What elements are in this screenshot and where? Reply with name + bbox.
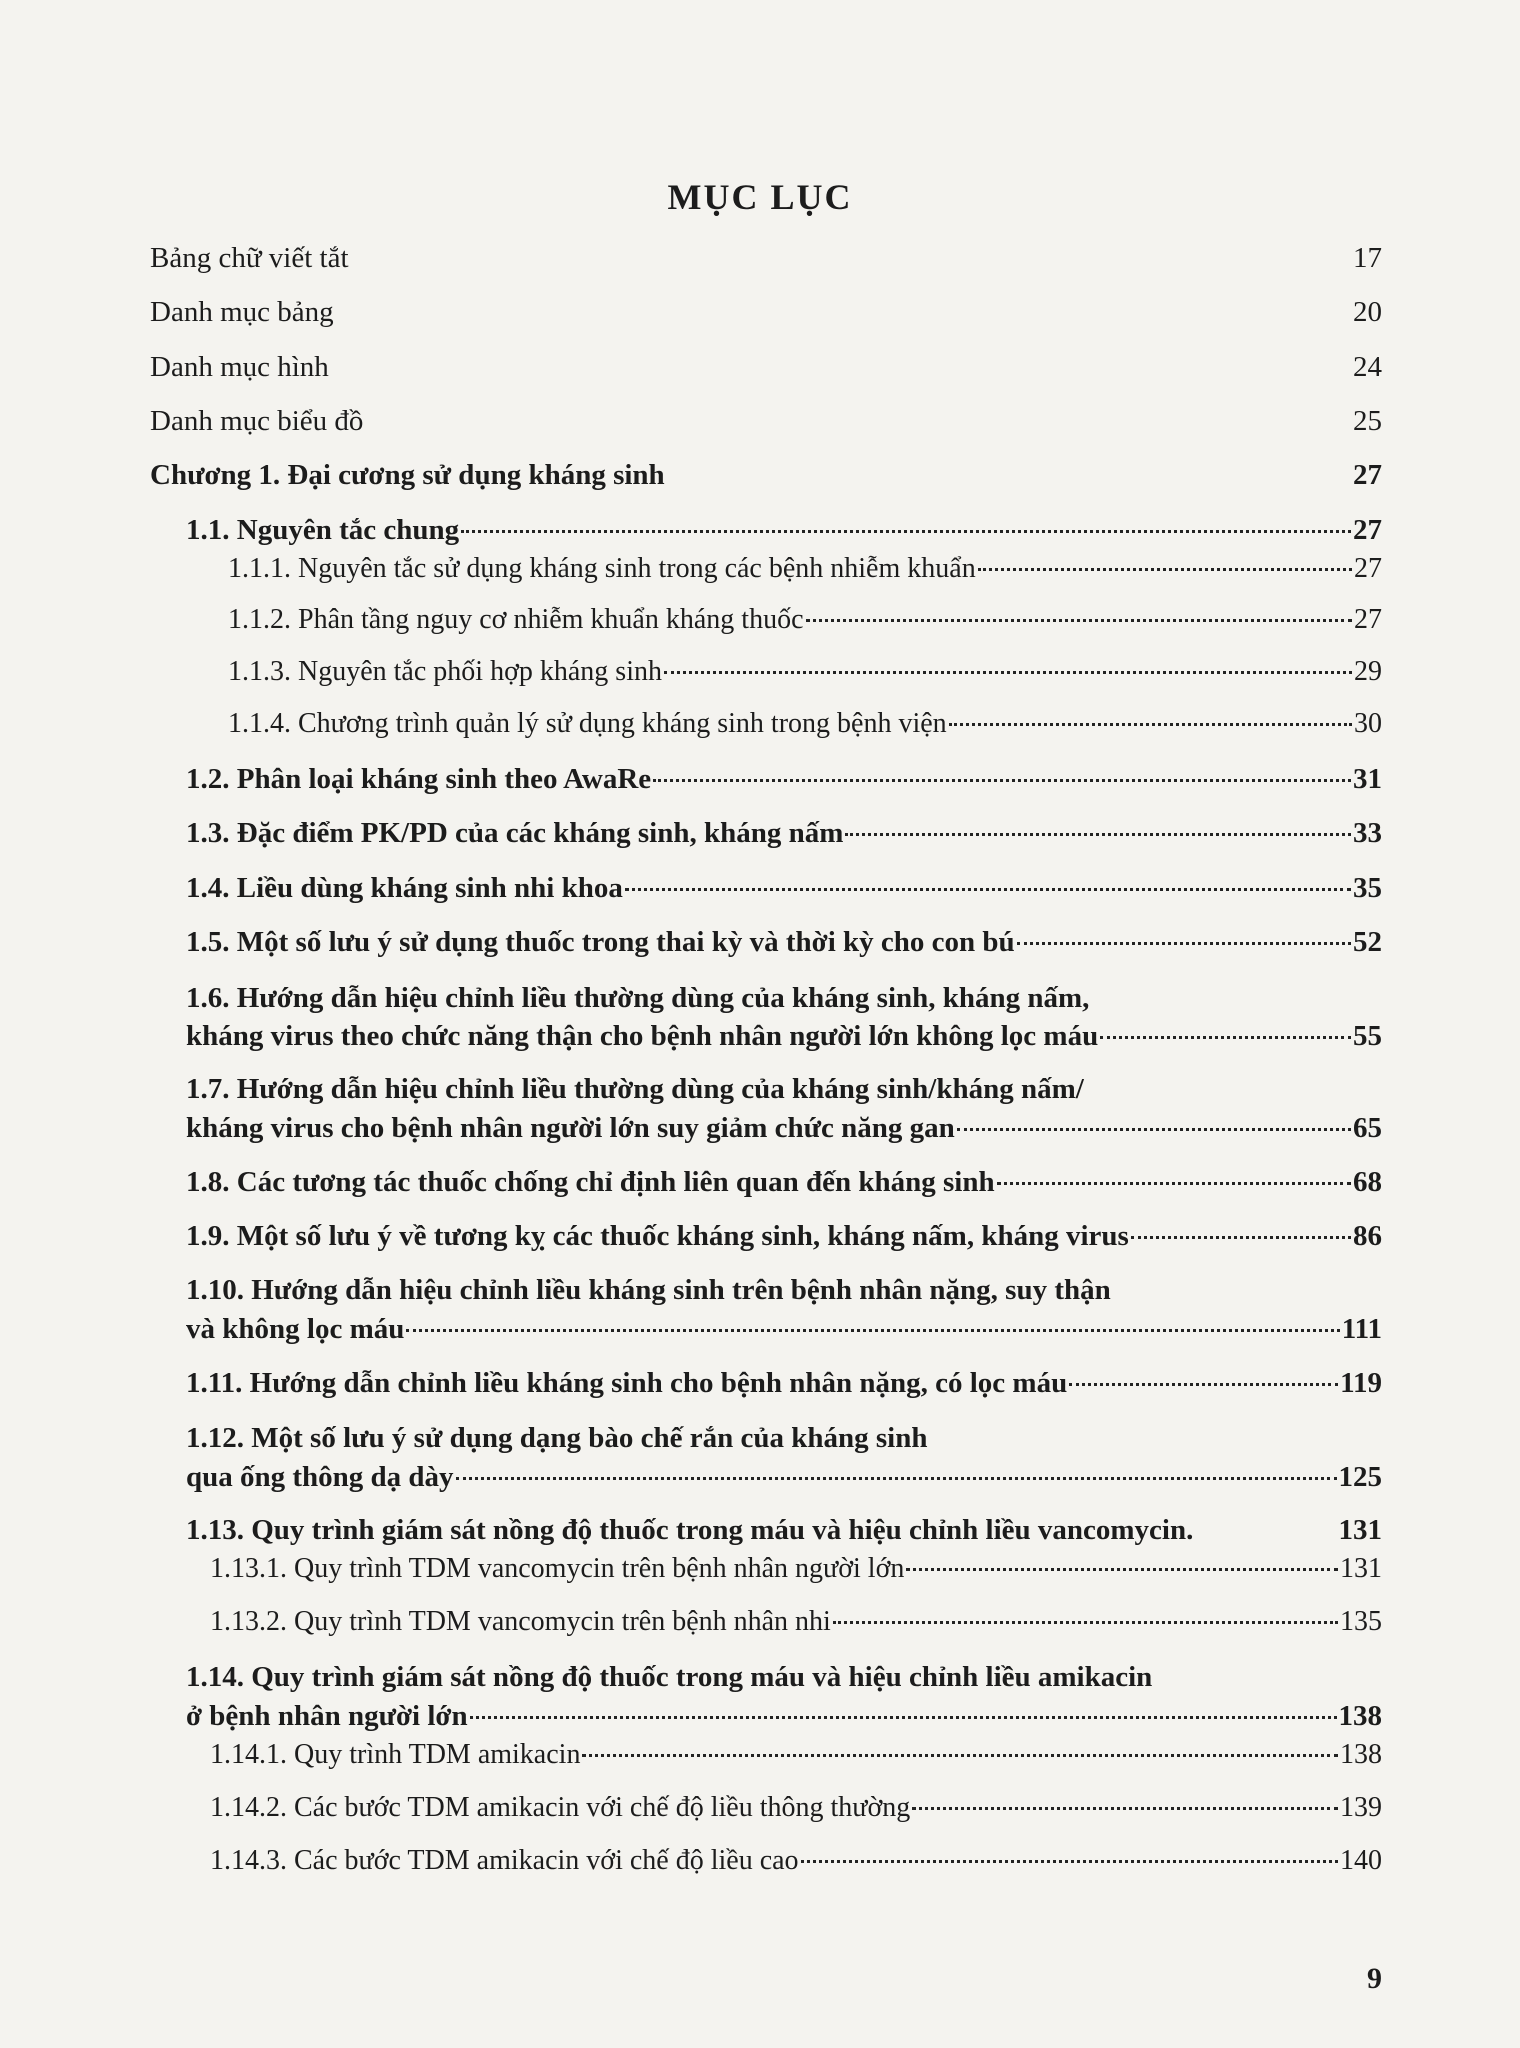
toc-entry-1-7-line1[interactable]: 1.7. Hướng dẫn hiệu chỉnh liều thường dùng của kháng sinh/kháng nấm/ <box>186 1073 1084 1105</box>
toc-page-number: 27 <box>1353 514 1382 546</box>
dot-leader <box>582 1754 1338 1757</box>
toc-label: 1.13.2. Quy trình TDM vancomycin trên bệnh nhân nhi <box>210 1606 831 1637</box>
toc-label: qua ống thông dạ dày <box>186 1461 454 1493</box>
toc-page-number: 27 <box>1354 553 1382 584</box>
toc-entry-1-1-4[interactable] <box>228 708 1382 740</box>
toc-page-number: 24 <box>1353 351 1382 383</box>
toc-label: 1.2. Phân loại kháng sinh theo AwaRe <box>186 763 652 795</box>
dot-leader <box>912 1807 1338 1810</box>
toc-entry-1-12-line1[interactable]: 1.12. Một số lưu ý sử dụng dạng bào chế rắn của kháng sinh <box>186 1422 928 1454</box>
dot-leader <box>456 1477 1337 1480</box>
toc-page-number: 138 <box>1340 1739 1382 1770</box>
toc-entry-1-7[interactable] <box>186 1112 1382 1145</box>
toc-entry-1-4[interactable] <box>186 872 1382 905</box>
toc-label: 1.5. Một số lưu ý sử dụng thuốc trong thai kỳ và thời kỳ cho con bú <box>186 926 1015 958</box>
dot-leader <box>625 888 1351 891</box>
toc-page-number: 86 <box>1353 1220 1382 1252</box>
toc-entry-1-13-2[interactable] <box>210 1606 1382 1638</box>
toc-page-number: 68 <box>1353 1166 1382 1198</box>
toc-entry-1-1[interactable] <box>186 514 1382 547</box>
toc-page-number: 27 <box>1353 459 1382 491</box>
toc-page-number: 119 <box>1340 1367 1382 1399</box>
toc-label: ở bệnh nhân người lớn <box>186 1700 468 1732</box>
toc-entry-1-14-2[interactable] <box>210 1792 1382 1824</box>
toc-entry-1-9[interactable] <box>186 1220 1382 1253</box>
toc-entry-1-10-line1[interactable]: 1.10. Hướng dẫn hiệu chỉnh liều kháng sinh trên bệnh nhân nặng, suy thận <box>186 1274 1111 1306</box>
toc-page-number: 31 <box>1353 763 1382 795</box>
toc-label: Bảng chữ viết tắt <box>150 242 349 274</box>
toc-page-number: 35 <box>1353 872 1382 904</box>
toc-label: 1.14.1. Quy trình TDM amikacin <box>210 1739 581 1770</box>
toc-entry-figures[interactable] <box>150 351 1382 384</box>
toc-label: Danh mục biểu đồ <box>150 405 364 437</box>
dot-leader <box>1100 1036 1351 1039</box>
toc-page-number: 27 <box>1354 604 1382 635</box>
toc-label: 1.4. Liều dùng kháng sinh nhi khoa <box>186 872 623 904</box>
toc-label: 1.9. Một số lưu ý về tương kỵ các thuốc kháng sinh, kháng nấm, kháng virus <box>186 1220 1129 1252</box>
toc-label: Chương 1. Đại cương sử dụng kháng sinh <box>150 459 665 491</box>
dot-leader <box>801 1860 1338 1863</box>
toc-page-number: 111 <box>1341 1313 1382 1345</box>
dot-leader <box>1017 942 1351 945</box>
toc-label: Danh mục hình <box>150 351 329 383</box>
toc-entry-1-6-line1[interactable]: 1.6. Hướng dẫn hiệu chỉnh liều thường dùng của kháng sinh, kháng nấm, <box>186 982 1090 1014</box>
toc-entry-1-1-2[interactable] <box>228 604 1382 636</box>
toc-page-number: 55 <box>1353 1020 1382 1052</box>
toc-entry-1-12[interactable] <box>186 1461 1382 1494</box>
dot-leader <box>806 619 1353 622</box>
toc-page-number: 25 <box>1353 405 1382 437</box>
toc-page-number: 29 <box>1354 656 1382 687</box>
toc-entry-charts[interactable] <box>150 405 1382 438</box>
toc-page-number: 20 <box>1353 296 1382 328</box>
dot-leader <box>653 779 1351 782</box>
toc-page-number: 140 <box>1340 1845 1382 1876</box>
toc-label: kháng virus theo chức năng thận cho bệnh nhân người lớn không lọc máu <box>186 1020 1099 1052</box>
toc-label: 1.8. Các tương tác thuốc chống chỉ định liên quan đến kháng sinh <box>186 1166 995 1198</box>
toc-entry-1-1-1[interactable] <box>228 553 1382 585</box>
toc-label: 1.1. Nguyên tắc chung <box>186 514 460 546</box>
toc-page-number: 65 <box>1353 1112 1382 1144</box>
toc-label: 1.1.2. Phân tầng nguy cơ nhiễm khuẩn kháng thuốc <box>228 604 804 635</box>
toc-page-number: 17 <box>1353 242 1382 274</box>
toc-entry-1-14-1[interactable] <box>210 1739 1382 1771</box>
toc-label: 1.3. Đặc điểm PK/PD của các kháng sinh, kháng nấm <box>186 817 844 849</box>
toc-page-number: 131 <box>1340 1553 1382 1584</box>
toc-entry-1-3[interactable] <box>186 817 1382 850</box>
toc-label: 1.11. Hướng dẫn chỉnh liều kháng sinh cho bệnh nhân nặng, có lọc máu <box>186 1367 1068 1399</box>
dot-leader <box>1131 1236 1351 1239</box>
toc-entry-1-13[interactable] <box>186 1514 1382 1547</box>
toc-entry-1-1-3[interactable] <box>228 656 1382 688</box>
dot-leader <box>845 833 1351 836</box>
toc-page-number: 138 <box>1338 1700 1382 1732</box>
toc-label: 1.13. Quy trình giám sát nồng độ thuốc trong máu và hiệu chỉnh liều vancomycin. <box>186 1514 1194 1546</box>
toc-entry-1-2[interactable] <box>186 763 1382 796</box>
toc-page-number: 30 <box>1354 708 1382 739</box>
dot-leader <box>949 723 1352 726</box>
toc-entry-chapter-1[interactable] <box>150 459 1382 492</box>
dot-leader <box>470 1716 1337 1719</box>
toc-label: kháng virus cho bệnh nhân người lớn suy giảm chức năng gan <box>186 1112 955 1144</box>
toc-label: 1.13.1. Quy trình TDM vancomycin trên bệnh nhân người lớn <box>210 1553 905 1584</box>
toc-entry-tables[interactable] <box>150 296 1382 329</box>
toc-entry-1-14-line1[interactable]: 1.14. Quy trình giám sát nồng độ thuốc trong máu và hiệu chỉnh liều amikacin <box>186 1661 1153 1693</box>
toc-label: và không lọc máu <box>186 1313 405 1345</box>
dot-leader <box>664 671 1352 674</box>
dot-leader <box>978 568 1352 571</box>
toc-entry-1-11[interactable] <box>186 1367 1382 1400</box>
toc-page-number: 139 <box>1340 1792 1382 1823</box>
toc-entry-1-14-3[interactable] <box>210 1845 1382 1877</box>
toc-entry-abbreviations[interactable] <box>150 242 1382 275</box>
toc-page-number: 135 <box>1340 1606 1382 1637</box>
dot-leader <box>957 1128 1351 1131</box>
toc-page-number: 125 <box>1338 1461 1382 1493</box>
toc-entry-1-13-1[interactable] <box>210 1553 1382 1585</box>
toc-label: Danh mục bảng <box>150 296 334 328</box>
dot-leader <box>997 1182 1351 1185</box>
toc-entry-1-10[interactable] <box>186 1313 1382 1346</box>
toc-label: 1.1.4. Chương trình quản lý sử dụng kháng sinh trong bệnh viện <box>228 708 947 739</box>
toc-entry-1-8[interactable] <box>186 1166 1382 1199</box>
page-title: MỤC LỤC <box>667 177 853 217</box>
dot-leader <box>406 1329 1339 1332</box>
toc-entry-1-6[interactable] <box>186 1020 1382 1053</box>
toc-page-number: 33 <box>1353 817 1382 849</box>
dot-leader <box>833 1621 1338 1624</box>
toc-label: 1.1.3. Nguyên tắc phối hợp kháng sinh <box>228 656 662 687</box>
dot-leader <box>461 530 1351 533</box>
dot-leader <box>1069 1383 1338 1386</box>
toc-entry-1-14[interactable] <box>186 1700 1382 1733</box>
dot-leader <box>906 1568 1338 1571</box>
toc-entry-1-5[interactable] <box>186 926 1382 959</box>
toc-label: 1.14.3. Các bước TDM amikacin với chế độ liều cao <box>210 1845 799 1876</box>
toc-page-number: 52 <box>1353 926 1382 958</box>
page-number: 9 <box>1367 1962 1382 1995</box>
toc-page-number: 131 <box>1338 1514 1382 1546</box>
toc-label: 1.14.2. Các bước TDM amikacin với chế độ liều thông thường <box>210 1792 911 1823</box>
toc-label: 1.1.1. Nguyên tắc sử dụng kháng sinh trong các bệnh nhiễm khuẩn <box>228 553 976 584</box>
